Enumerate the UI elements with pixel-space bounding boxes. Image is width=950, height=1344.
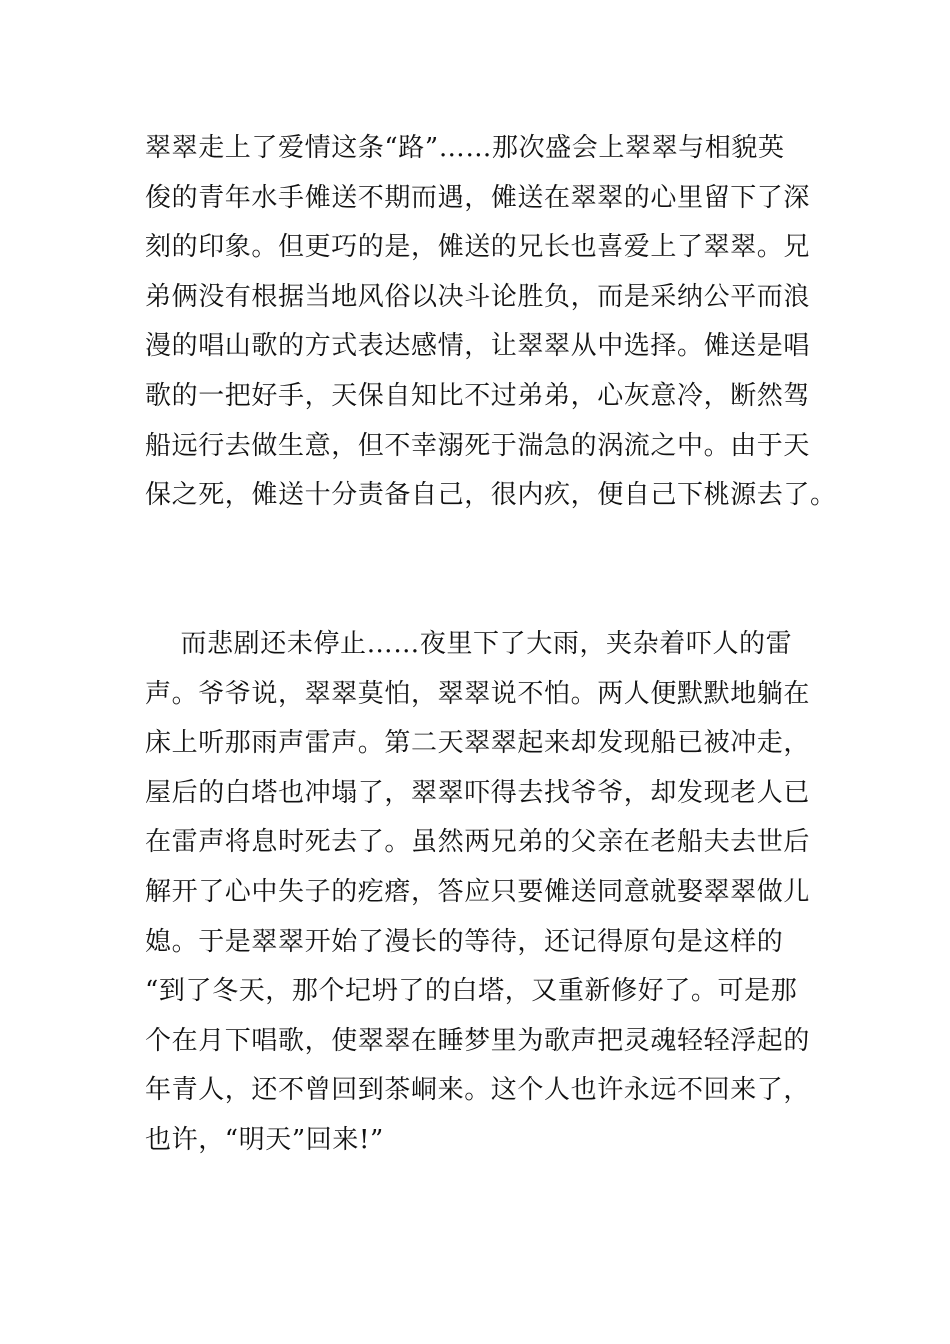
text-line: 解开了心中失子的疙瘩，答应只要傩送同意就娶翠翠做儿 — [145, 876, 811, 907]
text-line: “到了冬天，那个圮坍了的白塔，又重新修好了。可是那 — [145, 976, 798, 1007]
paragraph-2 — [145, 620, 810, 1166]
paragraph-1 — [145, 124, 837, 521]
text-line: 漫的唱山歌的方式表达感情，让翠翠从中选择。傩送是唱 — [145, 331, 811, 362]
text-line: 也许，“明天”回来!” — [145, 1124, 384, 1155]
text-line: 而悲剧还未停止……夜里下了大雨，夹杂着吓人的雷 — [145, 629, 793, 659]
text-line: 在雷声将息时死去了。虽然两兄弟的父亲在老船夫去世后 — [145, 827, 811, 858]
text-line: 个在月下唱歌，使翠翠在睡梦里为歌声把灵魂轻轻浮起的 — [145, 1025, 811, 1056]
text-line: 歌的一把好手，天保自知比不过弟弟，心灰意冷，断然驾 — [145, 380, 811, 411]
text-line: 媳。于是翠翠开始了漫长的等待，还记得原句是这样的 — [145, 926, 784, 957]
text-line: 保之死，傩送十分责备自己，很内疚，便自己下桃源去了。 — [145, 480, 837, 511]
text-line: 床上听那雨声雷声。第二天翠翠起来却发现船已被冲走， — [145, 728, 811, 759]
text-line: 屋后的白塔也冲塌了，翠翠吓得去找爷爷，却发现老人已 — [145, 777, 811, 808]
text-line: 声。爷爷说，翠翠莫怕，翠翠说不怕。两人便默默地躺在 — [145, 678, 811, 709]
text-line: 弟俩没有根据当地风俗以决斗论胜负，而是采纳公平而浪 — [145, 281, 811, 312]
text-line: 刻的印象。但更巧的是，傩送的兄长也喜爱上了翠翠。兄 — [145, 232, 811, 263]
text-line: 年青人，还不曾回到茶峒来。这个人也许永远不回来了， — [145, 1075, 811, 1106]
text-line: 翠翠走上了爱情这条“路”……那次盛会上翠翠与相貌英 — [145, 133, 785, 163]
text-line: 俊的青年水手傩送不期而遇，傩送在翠翠的心里留下了深 — [145, 182, 811, 213]
text-line: 船远行去做生意，但不幸溺死于湍急的涡流之中。由于天 — [145, 430, 811, 461]
